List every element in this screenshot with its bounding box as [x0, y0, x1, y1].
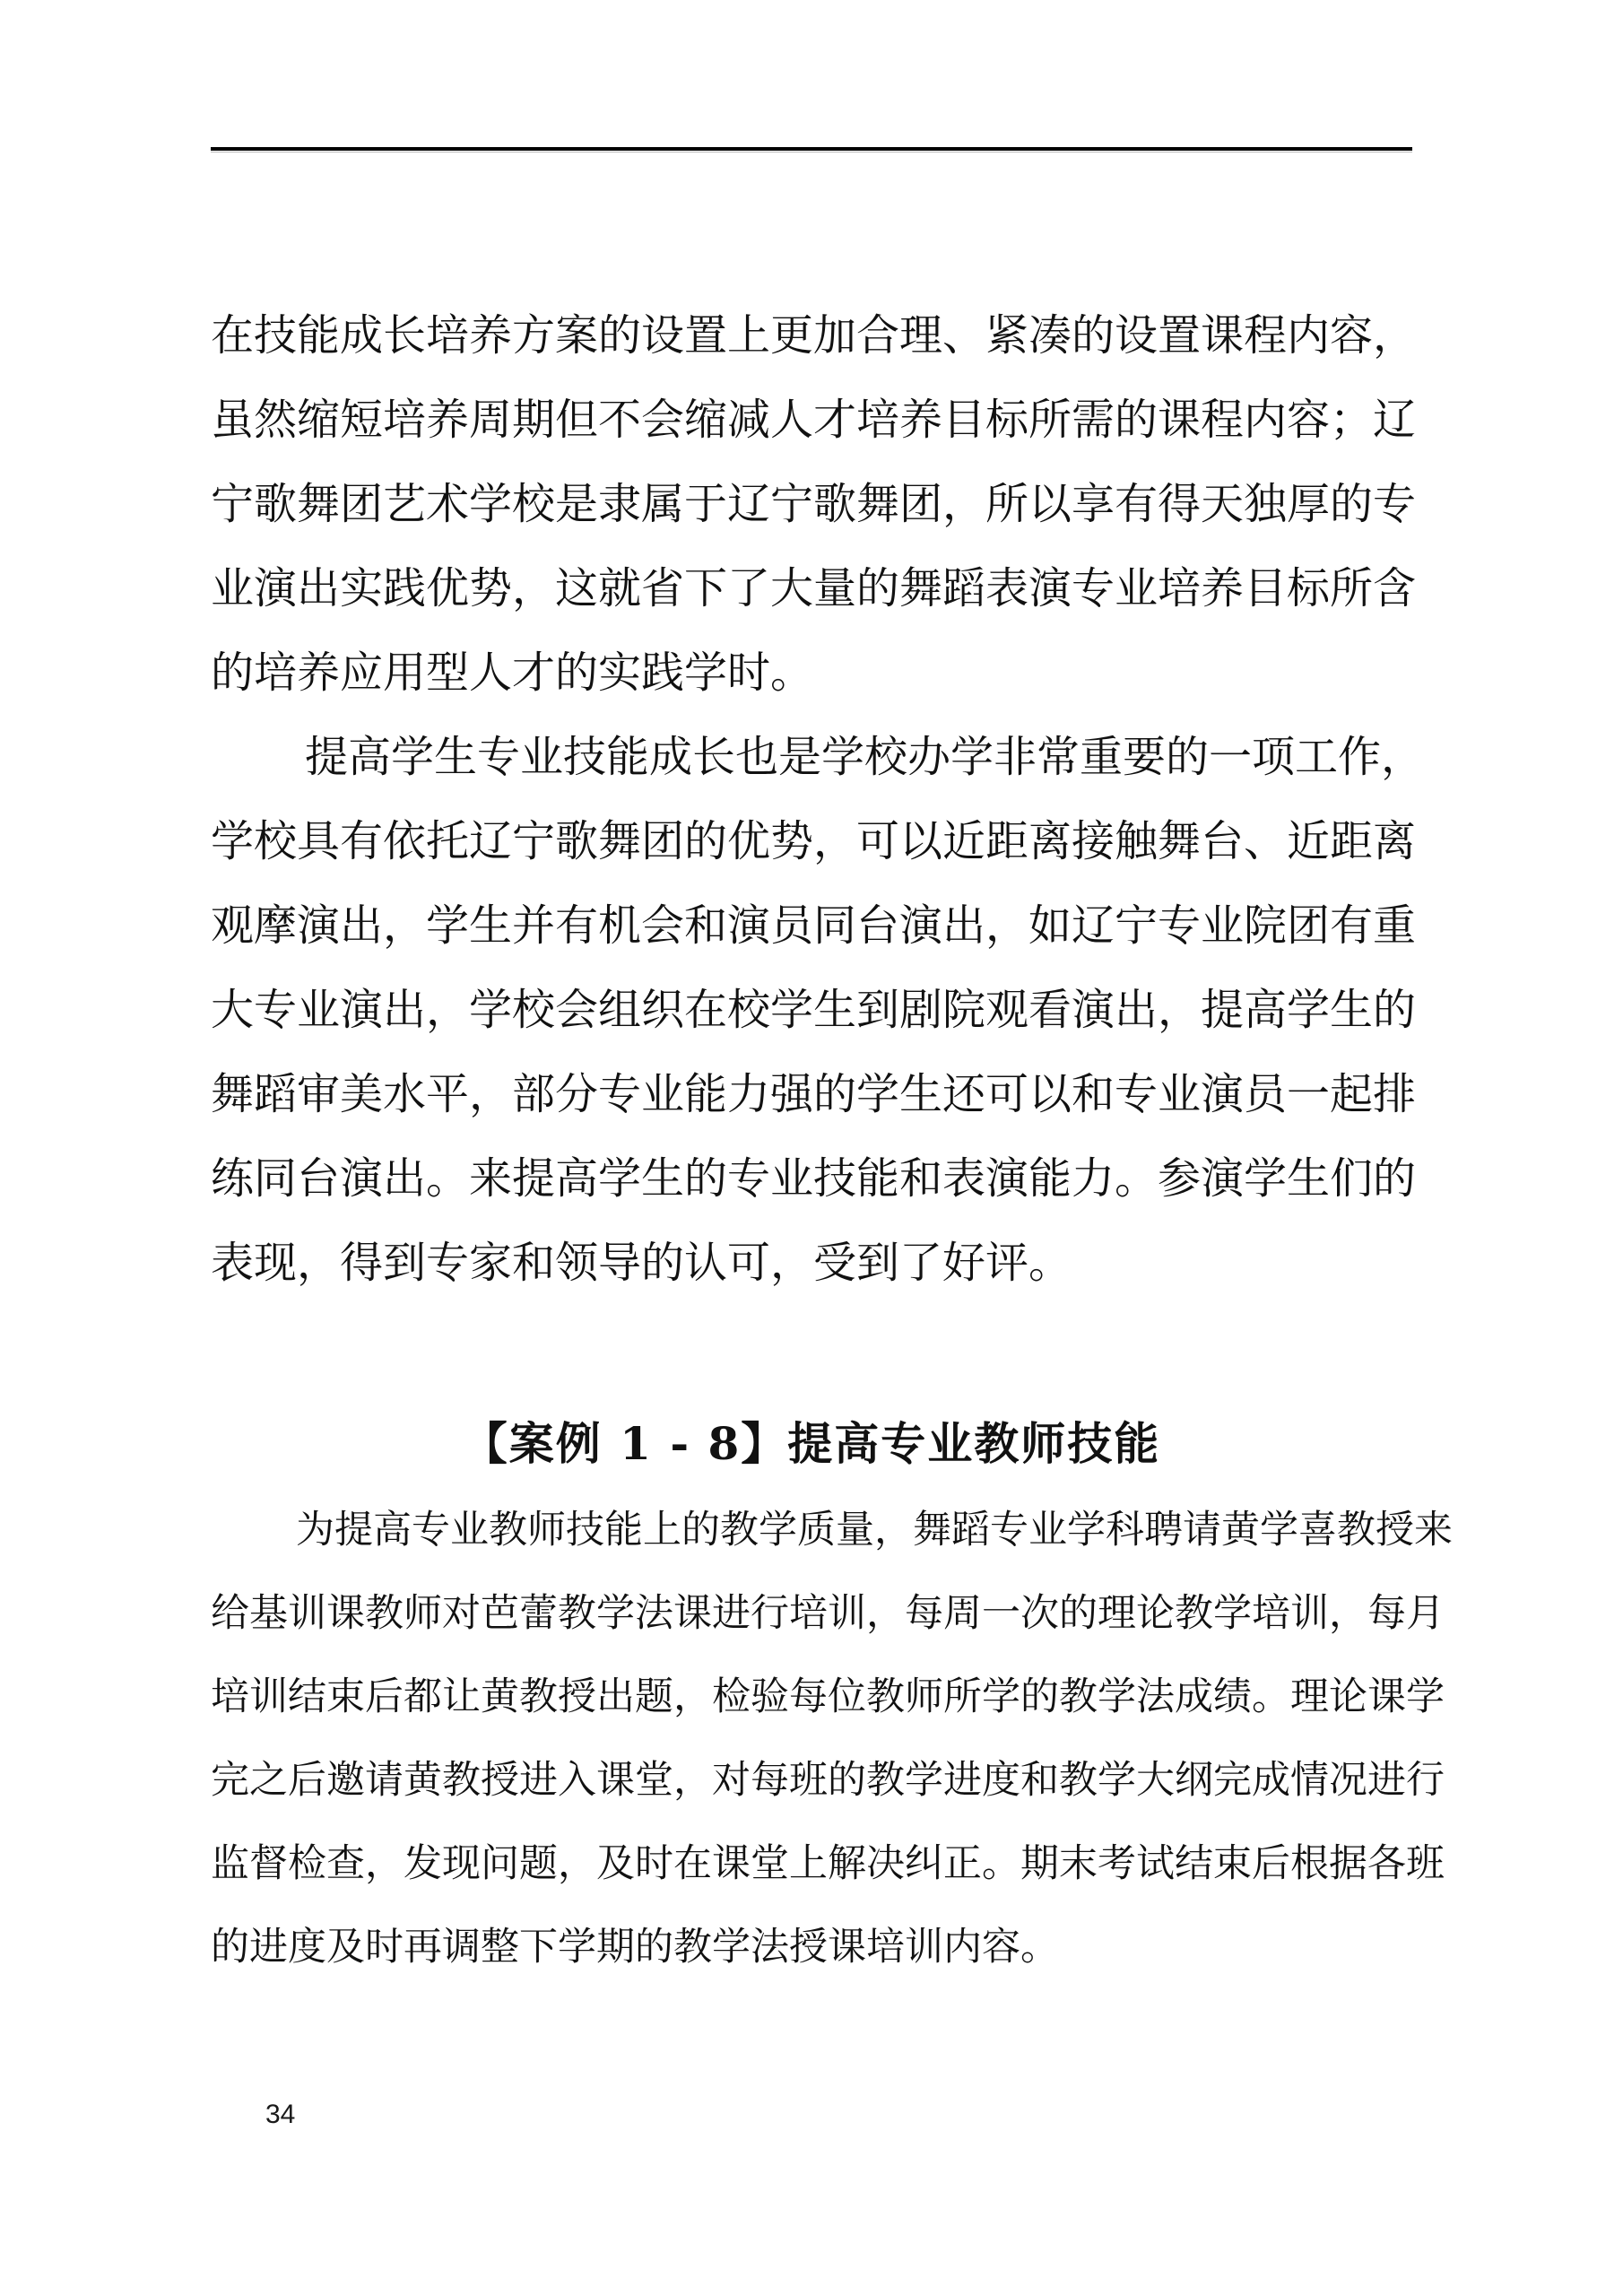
case-heading: 【案例 1 - 8】提高专业教师技能: [462, 1417, 1161, 1470]
text-line: 给基训课教师对芭蕾教学法课进行培训，每周一次的理论教学培训，每月: [211, 1591, 1445, 1636]
text-line: 观摩演出，学生并有机会和演员同台演出，如辽宁专业院团有重: [211, 900, 1417, 951]
text-line: 培训结束后都让黄教授出题，检验每位教师所学的教学法成绩。理论课学: [211, 1674, 1445, 1719]
text-line: 业演出实践优势，这就省下了大量的舞蹈表演专业培养目标所含: [211, 563, 1417, 613]
text-line: 在技能成长培养方案的设置上更加合理、紧凑的设置课程内容，: [211, 310, 1417, 361]
text-line: 完之后邀请黄教授进入课堂，对每班的教学进度和教学大纲完成情况进行: [211, 1758, 1445, 1803]
header-rule-thick-line: [211, 147, 1412, 151]
text-line: 虽然缩短培养周期但不会缩减人才培养目标所需的课程内容；辽: [211, 395, 1417, 445]
text-line: 表现，得到专家和领导的认可，受到了好评。: [211, 1238, 1072, 1288]
text-line: 的培养应用型人才的实践学时。: [211, 648, 814, 698]
text-line: 监督检查，发现问题，及时在课堂上解决纠正。期末考试结束后根据各班: [211, 1841, 1445, 1886]
header-rule: [211, 147, 1412, 152]
text-line: 宁歌舞团艺术学校是隶属于辽宁歌舞团，所以享有得天独厚的专: [211, 479, 1417, 529]
text-line: 练同台演出。来提高学生的专业技能和表演能力。参演学生们的: [211, 1153, 1417, 1204]
text-line: 提高学生专业技能成长也是学校办学非常重要的一项工作，: [305, 732, 1425, 782]
text-line: 舞蹈审美水平，部分专业能力强的学生还可以和专业演员一起排: [211, 1069, 1417, 1119]
text-line: 为提高专业教师技能上的教学质量，舞蹈专业学科聘请黄学喜教授来: [296, 1508, 1453, 1552]
text-line: 学校具有依托辽宁歌舞团的优势，可以近距离接触舞台、近距离: [211, 816, 1417, 866]
text-line: 大专业演出，学校会组织在校学生到剧院观看演出，提高学生的: [211, 985, 1417, 1035]
page-number: 34: [265, 2100, 296, 2129]
text-line: 的进度及时再调整下学期的教学法授课培训内容。: [211, 1925, 1059, 1970]
body-paragraph-2: [211, 715, 1425, 1305]
case-paragraph: [211, 1489, 1453, 1989]
body-paragraph-1: [211, 293, 1417, 715]
